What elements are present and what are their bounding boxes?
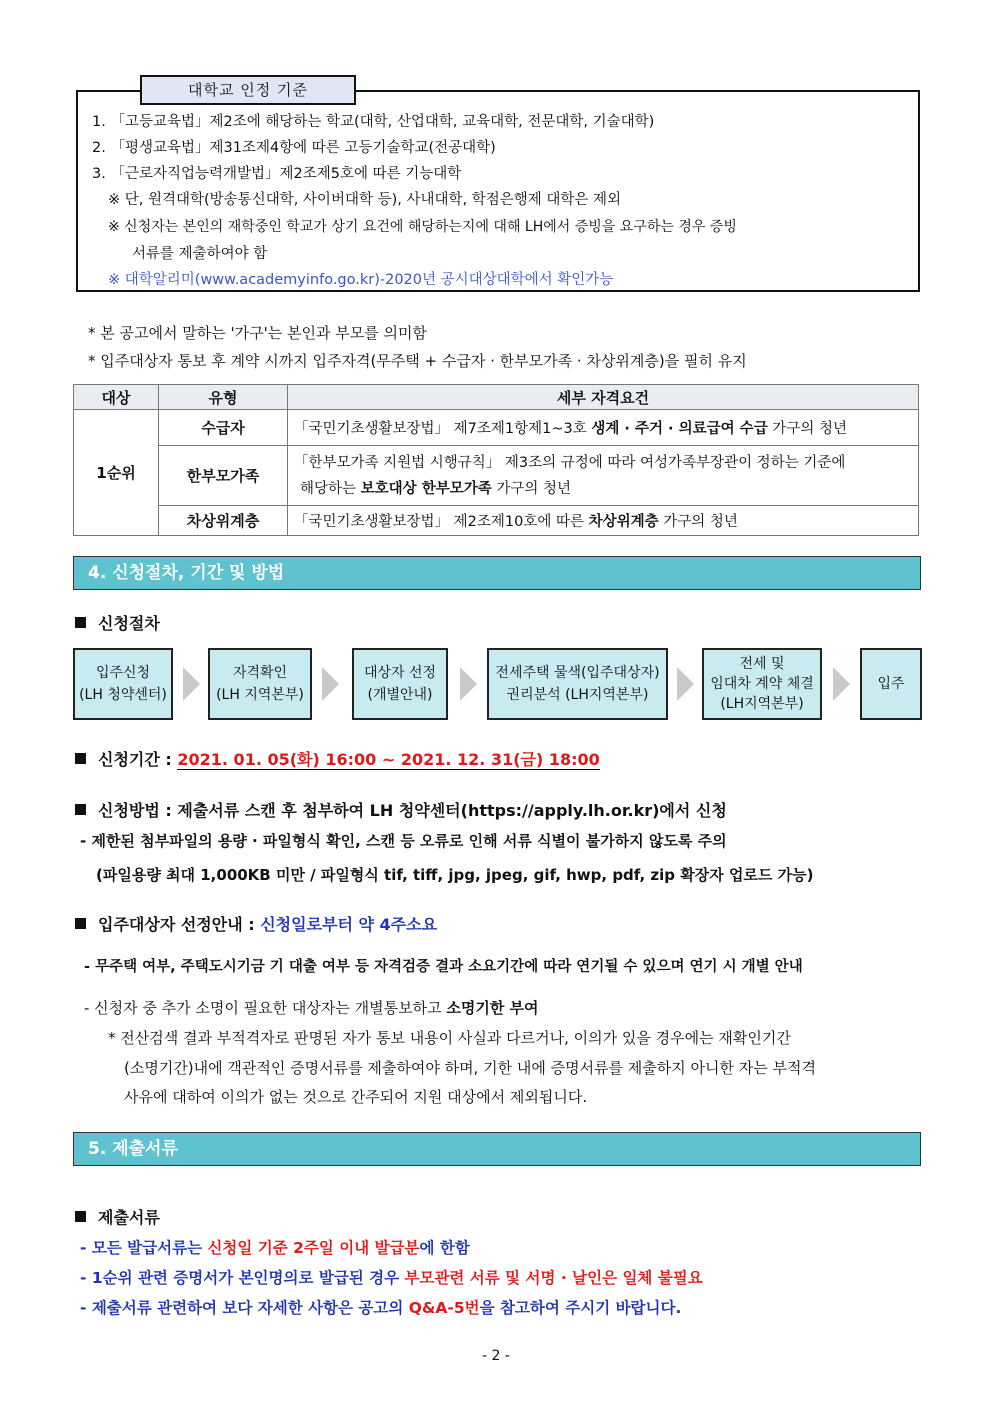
flow-label: 전세주택 물색(입주대상자) xyxy=(495,665,660,681)
selection-line xyxy=(75,912,437,935)
documents-heading-text: 제출서류 xyxy=(98,1208,160,1227)
selection-bold: 소명기한 부여 xyxy=(446,999,539,1017)
selection-value: 신청일로부터 약 4주소요 xyxy=(260,915,438,934)
criteria-line: ※ 단, 원격대학(방송통신대학, 사이버대학 등), 사내대학, 학점은행제 대학은 제외 xyxy=(108,192,621,208)
doc-highlight: Q&A-5번 xyxy=(408,1299,480,1317)
documents-detail xyxy=(80,1266,703,1288)
arrow-right-icon xyxy=(460,667,477,701)
rank-cell: 1순위 xyxy=(74,410,159,536)
detail-cell xyxy=(288,446,919,506)
square-bullet-icon xyxy=(75,617,86,628)
doc-text: 에 한함 xyxy=(419,1239,470,1257)
type-cell: 수급자 xyxy=(159,410,288,446)
doc-text: - 모든 발급서류는 xyxy=(80,1239,208,1257)
documents-detail xyxy=(80,1296,681,1318)
detail-bold: 보호대상 한부모가족 xyxy=(360,480,492,497)
square-bullet-icon xyxy=(75,918,86,929)
flow-label: 전세 및 xyxy=(739,656,785,672)
flow-step-search xyxy=(487,648,668,720)
flow-step-verify xyxy=(208,648,312,720)
star-note: * 전산검색 결과 부적격자로 판명된 자가 통보 내용이 사실과 다르거나, 이의가 있을 경우에는 재확인기간 xyxy=(108,1029,791,1047)
flow-label: 입주신청 xyxy=(95,665,151,681)
detail-text: 해당하는 xyxy=(300,480,361,497)
detail-text: 가구의 청년 xyxy=(658,514,738,530)
section5-header: 5. 제출서류 xyxy=(73,1132,921,1166)
page-number: - 2 - xyxy=(482,1348,510,1364)
star-note: 사유에 대하여 이의가 없는 것으로 간주되어 지원 대상에서 제외됩니다. xyxy=(124,1088,588,1106)
procedure-heading xyxy=(75,611,160,634)
square-bullet-icon xyxy=(75,753,86,764)
selection-detail xyxy=(84,997,539,1018)
arrow-right-icon xyxy=(677,667,694,701)
selection-detail: - 무주택 여부, 주택도시기금 기 대출 여부 등 자격검증 결과 소요기간에 따라 연기될 수 있으며 연기 시 개별 안내 xyxy=(84,959,803,975)
doc-text: - 제출서류 관련하여 보다 자세한 사항은 공고의 xyxy=(80,1299,409,1317)
flow-step-movein xyxy=(860,648,922,720)
detail-text: 가구의 청년 xyxy=(491,480,572,497)
flow-label: 입주 xyxy=(877,676,905,692)
flow-label: 자격확인 xyxy=(232,665,288,681)
doc-highlight: 신청일 기준 2주일 이내 발급분 xyxy=(207,1239,420,1257)
type-cell: 한부모가족 xyxy=(159,446,288,506)
flow-sublabel: 권리분석 (LH지역본부) xyxy=(506,687,649,703)
detail-bold: 생계 · 주거 · 의료급여 수급 xyxy=(591,421,768,437)
note-eligibility: * 입주대상자 통보 후 계약 시까지 입주자격(무주택 + 수급자 · 한부모가족 · 차상위계층)을 필히 유지 xyxy=(88,352,747,370)
criteria-line: 1. 「고등교육법」제2조에 해당하는 학교(대학, 산업대학, 교육대학, 전문대학, 기술대학) xyxy=(92,114,655,130)
arrow-right-icon xyxy=(183,667,200,701)
method-line xyxy=(75,798,727,821)
documents-heading xyxy=(75,1205,160,1228)
detail-bold: 차상위계층 xyxy=(588,514,659,530)
arrow-right-icon xyxy=(833,667,850,701)
flow-label: 대상자 선정 xyxy=(363,665,437,681)
header-type: 유형 xyxy=(159,385,288,410)
method-detail: (파일용량 최대 1,000KB 미만 / 파일형식 tif, tiff, jpg, jpeg, gif, hwp, pdf, zip 확장자 업로드 가능) xyxy=(96,866,814,884)
requirements-table xyxy=(73,384,919,536)
procedure-heading-text: 신청절차 xyxy=(98,614,160,633)
detail-text: 「국민기초생활보장법」 제2조제10호에 따른 xyxy=(294,514,589,530)
type-cell: 차상위계층 xyxy=(159,506,288,536)
period-label: 신청기간 : xyxy=(98,750,178,769)
criteria-line: 3. 「근로자직업능력개발법」제2조제5호에 따른 기능대학 xyxy=(92,166,462,182)
flow-step-apply xyxy=(73,648,173,720)
square-bullet-icon xyxy=(75,1211,86,1222)
header-details: 세부 자격요건 xyxy=(288,385,919,410)
arrow-right-icon xyxy=(322,667,339,701)
method-detail: - 제한된 첨부파일의 용량 · 파일형식 확인, 스캔 등 오류로 인해 서류 식별이 불가하지 않도록 주의 xyxy=(80,832,727,850)
criteria-line: ※ 신청자는 본인의 재학중인 학교가 상기 요건에 해당하는지에 대해 LH에서 증빙을 요구하는 경우 증빙 xyxy=(108,219,737,235)
flow-sublabel: (LH 청약센터) xyxy=(79,687,167,703)
flow-sublabel: (LH지역본부) xyxy=(720,696,804,712)
flow-sublabel: (개별안내) xyxy=(367,687,433,703)
detail-cell xyxy=(288,410,919,446)
note-household: * 본 공고에서 말하는 '가구'는 본인과 부모를 의미함 xyxy=(88,324,427,342)
square-bullet-icon xyxy=(75,804,86,815)
method-text: 신청방법 : 제출서류 스캔 후 첨부하여 LH 청약센터(https://apply.lh.or.kr)에서 신청 xyxy=(98,801,727,820)
flow-sublabel: 임대차 계약 체결 xyxy=(710,676,814,692)
criteria-title: 대학교 인정 기준 xyxy=(140,75,356,105)
doc-text: - 1순위 관련 증명서가 본인명의로 발급된 경우 xyxy=(80,1269,405,1287)
documents-detail xyxy=(80,1236,470,1258)
criteria-line: 2. 「평생교육법」제31조제4항에 따른 고등기술학교(전공대학) xyxy=(92,140,496,156)
period-value: 2021. 01. 05(화) 16:00 ~ 2021. 12. 31(금) 18:00 xyxy=(177,750,600,769)
criteria-line: 서류를 제출하여야 함 xyxy=(132,246,268,262)
detail-cell xyxy=(288,506,919,536)
academyinfo-link[interactable]: ※ 대학알리미(www.academyinfo.go.kr)-2020년 공시대상대학에서 확인가능 xyxy=(108,272,614,288)
doc-text: 을 참고하여 주시기 바랍니다. xyxy=(479,1299,682,1317)
flow-step-contract xyxy=(702,648,822,720)
star-note: (소명기간)내에 객관적인 증명서류를 제출하여야 하며, 기한 내에 증명서류를 제출하지 아니한 자는 부적격 xyxy=(124,1059,816,1077)
doc-highlight: 부모관련 서류 및 서명 · 날인은 일체 불필요 xyxy=(404,1269,703,1287)
flow-step-select xyxy=(352,648,448,720)
detail-text: 「한부모가족 지원법 시행규칙」 제3조의 규정에 따라 여성가족부장관이 정하는 기준에 xyxy=(294,454,846,471)
period-line xyxy=(75,747,600,770)
flow-sublabel: (LH 지역본부) xyxy=(216,687,304,703)
header-target: 대상 xyxy=(74,385,159,410)
detail-text: 「국민기초생활보장법」 제7조제1항제1~3호 xyxy=(294,421,592,437)
detail-text: 가구의 청년 xyxy=(767,421,847,437)
section4-header: 4. 신청절차, 기간 및 방법 xyxy=(73,556,921,590)
selection-text: - 신청자 중 추가 소명이 필요한 대상자는 개별통보하고 xyxy=(84,999,447,1017)
selection-label: 입주대상자 선정안내 : xyxy=(98,915,261,934)
